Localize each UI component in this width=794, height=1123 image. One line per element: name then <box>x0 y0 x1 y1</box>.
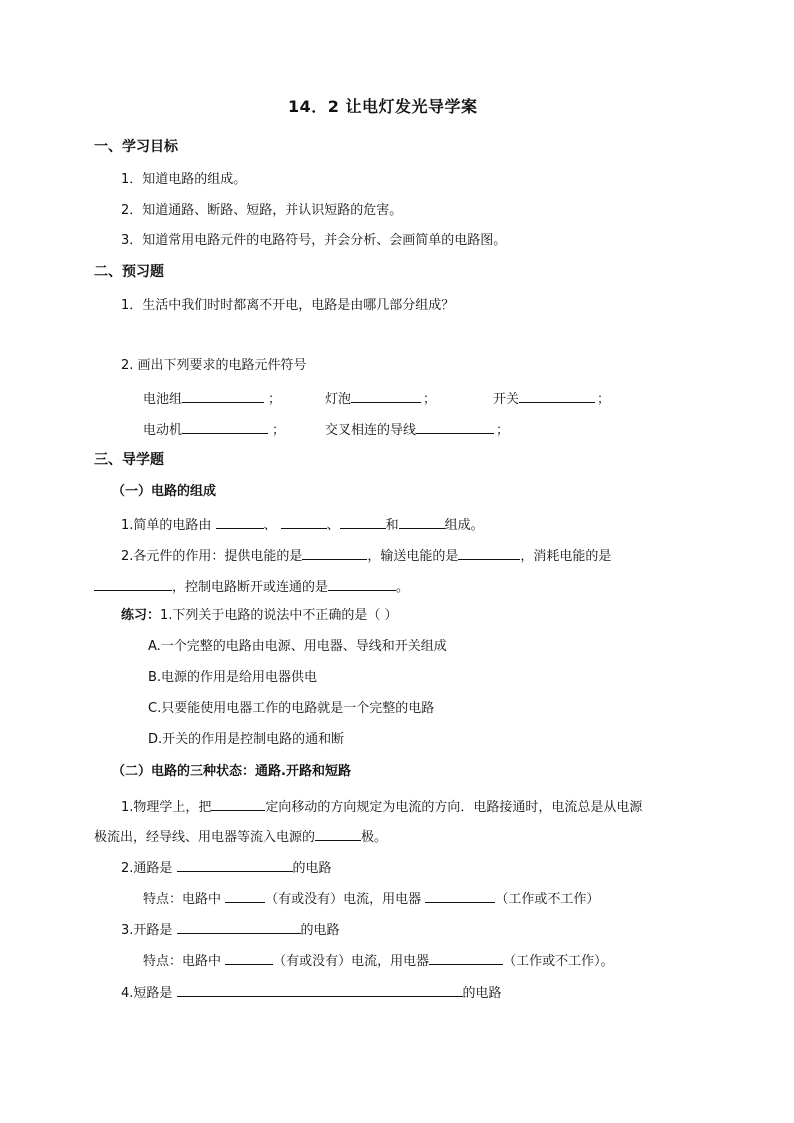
section-heading-preview: 二、预习题 <box>94 264 164 280</box>
semicolon: ； <box>597 392 611 407</box>
composition-prefix: 1.简单的电路由 <box>121 518 212 533</box>
goal-item-3: 3．知道常用电路元件的电路符号，并会分析、会画简单的电路图。 <box>121 233 507 248</box>
goal-item-2: 2．知道通路、断路、短路，并认识短路的危害。 <box>121 203 403 218</box>
switch-blank[interactable] <box>519 388 595 403</box>
current-part-2: 定向移动的方向规定为电流的方向．电路接通时，电流总是从电源 <box>265 800 643 815</box>
page-title: 14．2 让电灯发光导学案 <box>288 97 478 116</box>
section-heading-guided: 三、导学题 <box>94 452 164 468</box>
feature-label: 特点：电路中 <box>143 892 222 907</box>
section-heading-learning-goals: 一、学习目标 <box>94 139 178 155</box>
circuit-suffix: 的电路 <box>292 861 332 876</box>
preview-question-2: 2. 画出下列要求的电路元件符号 <box>121 358 307 373</box>
bulb-label: 灯泡 <box>325 392 352 407</box>
current-direction-line <box>121 796 642 817</box>
short-circuit-blank[interactable] <box>177 982 463 997</box>
exercise-text: 1.下列关于电路的说法中不正确的是（ ） <box>160 608 398 623</box>
semicolon: ； <box>423 392 437 407</box>
switch-label: 开关 <box>493 392 520 407</box>
feature-end: （工作或不工作） <box>495 892 600 907</box>
roles-part-2: ，输送电能的是 <box>367 549 459 564</box>
composition-blank-4[interactable] <box>399 514 445 529</box>
exercise-label: 练习： <box>121 608 161 623</box>
bulb-blank[interactable] <box>351 388 421 403</box>
goal-item-1: 1．知道电路的组成。 <box>121 172 247 187</box>
feature-label: 特点：电路中 <box>143 954 222 969</box>
pole-blank[interactable] <box>315 826 361 841</box>
feature-mid: （有或没有）电流，用电器 <box>265 892 422 907</box>
charge-blank[interactable] <box>211 796 265 811</box>
option-a[interactable]: A.一个完整的电路由电源、用电器、导线和开关组成 <box>148 639 447 654</box>
roles-part-3: ，消耗电能的是 <box>520 549 612 564</box>
symbol-switch-row <box>493 388 610 409</box>
composition-blank-1[interactable] <box>216 514 264 529</box>
composition-line <box>121 514 484 535</box>
open-appliance-blank[interactable] <box>429 950 503 965</box>
current-part-3: 极流出，经导线、用电器等流入电源的 <box>94 830 316 845</box>
open-circuit-line <box>121 919 340 940</box>
circuit-suffix: 的电路 <box>300 923 340 938</box>
separator: 、 <box>326 518 340 533</box>
cross-wire-blank[interactable] <box>416 419 494 434</box>
motor-blank[interactable] <box>182 419 268 434</box>
preview-question-1: 1．生活中我们时时都离不开电，电路是由哪几部分组成？ <box>121 298 455 313</box>
cross-wire-label: 交叉相连的导线 <box>325 423 417 438</box>
roles-part-1: 2.各元件的作用：提供电能的是 <box>121 549 303 564</box>
closed-circuit-features <box>143 888 599 909</box>
semicolon: ； <box>268 392 282 407</box>
consume-energy-blank[interactable] <box>94 576 172 591</box>
symbol-cross-wire-row <box>325 419 509 440</box>
composition-blank-3[interactable] <box>340 514 386 529</box>
closed-circuit-label: 2.通路是 <box>121 861 173 876</box>
closed-circuit-line <box>121 857 332 878</box>
roles-end: 。 <box>396 580 410 595</box>
current-part-4: 极。 <box>361 830 388 845</box>
provide-energy-blank[interactable] <box>302 545 367 560</box>
control-blank[interactable] <box>328 576 396 591</box>
component-roles-line <box>121 545 611 566</box>
open-circuit-label: 3.开路是 <box>121 923 173 938</box>
battery-label: 电池组 <box>143 392 183 407</box>
and-word: 和 <box>385 518 399 533</box>
option-c[interactable]: C.只要能使用电器工作的电路就是一个完整的电路 <box>148 701 435 716</box>
subheading-circuit-states: （二）电路的三种状态：通路.开路和短路 <box>112 764 351 779</box>
semicolon: ； <box>272 423 286 438</box>
battery-blank[interactable] <box>182 388 264 403</box>
symbol-motor-row <box>143 419 285 440</box>
roles-part-4: ，控制电路断开或连通的是 <box>172 580 329 595</box>
open-circuit-blank[interactable] <box>177 919 301 934</box>
option-d[interactable]: D.开关的作用是控制电路的通和断 <box>148 732 345 747</box>
option-b[interactable]: B.电源的作用是给用电器供电 <box>148 670 318 685</box>
open-circuit-features <box>143 950 614 971</box>
composition-blank-2[interactable] <box>281 514 327 529</box>
motor-label: 电动机 <box>143 423 183 438</box>
closed-appliance-blank[interactable] <box>425 888 495 903</box>
closed-circuit-blank[interactable] <box>177 857 293 872</box>
short-circuit-line <box>121 982 502 1003</box>
current-direction-line-2 <box>94 826 387 847</box>
feature-end: （工作或不工作）。 <box>503 954 614 969</box>
composition-suffix: 组成。 <box>444 518 484 533</box>
symbol-bulb-row <box>325 388 436 409</box>
symbol-battery-row <box>143 388 281 409</box>
transmit-energy-blank[interactable] <box>458 545 520 560</box>
semicolon: ； <box>496 423 510 438</box>
feature-mid: （有或没有）电流，用电器 <box>273 954 430 969</box>
separator: 、 <box>263 518 277 533</box>
open-current-blank[interactable] <box>225 950 273 965</box>
current-part-1: 1.物理学上，把 <box>121 800 212 815</box>
component-roles-line-2 <box>94 576 409 597</box>
subheading-circuit-composition: （一）电路的组成 <box>112 484 217 499</box>
closed-current-blank[interactable] <box>225 888 265 903</box>
circuit-suffix: 的电路 <box>462 986 502 1001</box>
exercise-question <box>121 607 398 625</box>
short-circuit-label: 4.短路是 <box>121 986 173 1001</box>
